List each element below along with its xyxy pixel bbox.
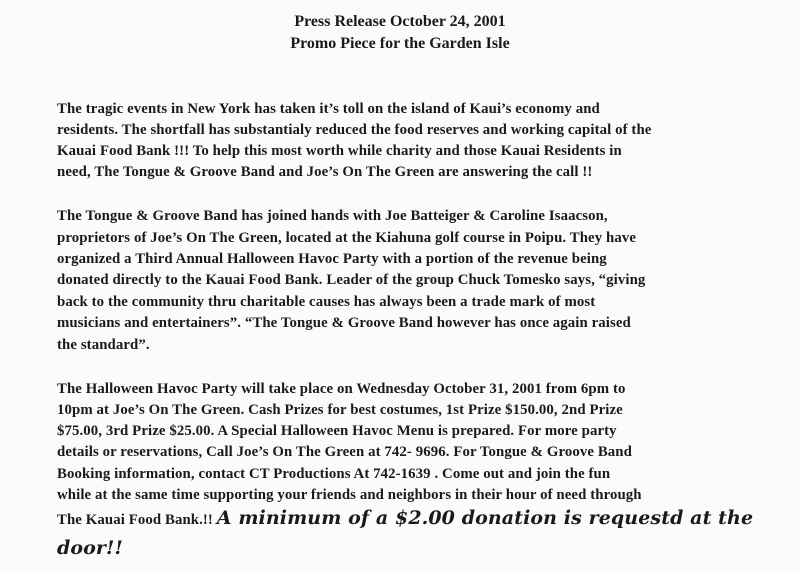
- donation-emphasis-continuation: door!!: [57, 537, 123, 559]
- paragraph-2-line-3: organized a Third Annual Halloween Havoc Party with a portion of the revenue being: [57, 251, 607, 267]
- paragraph-1-line-2: residents. The shortfall has substantialy reduced the food reserves and working capital of the: [57, 122, 652, 138]
- paragraph-3-line-1: The Halloween Havoc Party will take place on Wednesday October 31, 2001 from 6pm to: [57, 381, 626, 397]
- paragraph-1-line-3: Kauai Food Bank !!! To help this most worth while charity and those Kauai Residents in: [57, 143, 622, 159]
- release-subtitle-heading: Promo Piece for the Garden Isle: [290, 35, 510, 52]
- paragraph-3-line-3: $75.00, 3rd Prize $25.00. A Special Halloween Havoc Menu is prepared. For more party: [57, 423, 617, 439]
- paragraph-3-closing-line: [57, 508, 753, 530]
- paragraph-3-line-5: Booking information, contact CT Productions At 742-1639 . Come out and join the fun: [57, 466, 611, 482]
- paragraph-2-line-2: proprietors of Joe’s On The Green, located at the Kiahuna golf course in Poipu. They have: [57, 230, 636, 246]
- paragraph-3-line-6: while at the same time supporting your friends and neighbors in their hour of need through: [57, 487, 642, 503]
- paragraph-2-line-1: The Tongue & Groove Band has joined hands with Joe Batteiger & Caroline Isaacson,: [57, 208, 608, 224]
- closing-text: The Kauai Food Bank.!!: [57, 512, 217, 528]
- paragraph-3-line-2: 10pm at Joe’s On The Green. Cash Prizes for best costumes, 1st Prize $150.00, 2nd Prize: [57, 402, 623, 418]
- paragraph-2-line-7: the standard”.: [57, 337, 150, 353]
- paragraph-2-line-5: back to the community thru charitable causes has always been a trade mark of most: [57, 294, 596, 310]
- paragraph-2-line-4: donated directly to the Kauai Food Bank. Leader of the group Chuck Tomesko says, “giving: [57, 272, 646, 288]
- paragraph-2-line-6: musicians and entertainers”. “The Tongue & Groove Band however has once again raised: [57, 315, 631, 331]
- paragraph-1-line-4: need, The Tongue & Groove Band and Joe’s On The Green are answering the call !!: [57, 164, 593, 180]
- paragraph-3-line-4: details or reservations, Call Joe’s On The Green at 742- 9696. For Tongue & Groove Band: [57, 444, 632, 460]
- donation-emphasis-text: A minimum of a $2.00 donation is requestd at the: [216, 507, 754, 529]
- paragraph-1-line-1: The tragic events in New York has taken it’s toll on the island of Kaui’s economy and: [57, 101, 600, 117]
- release-date-heading: Press Release October 24, 2001: [294, 13, 506, 30]
